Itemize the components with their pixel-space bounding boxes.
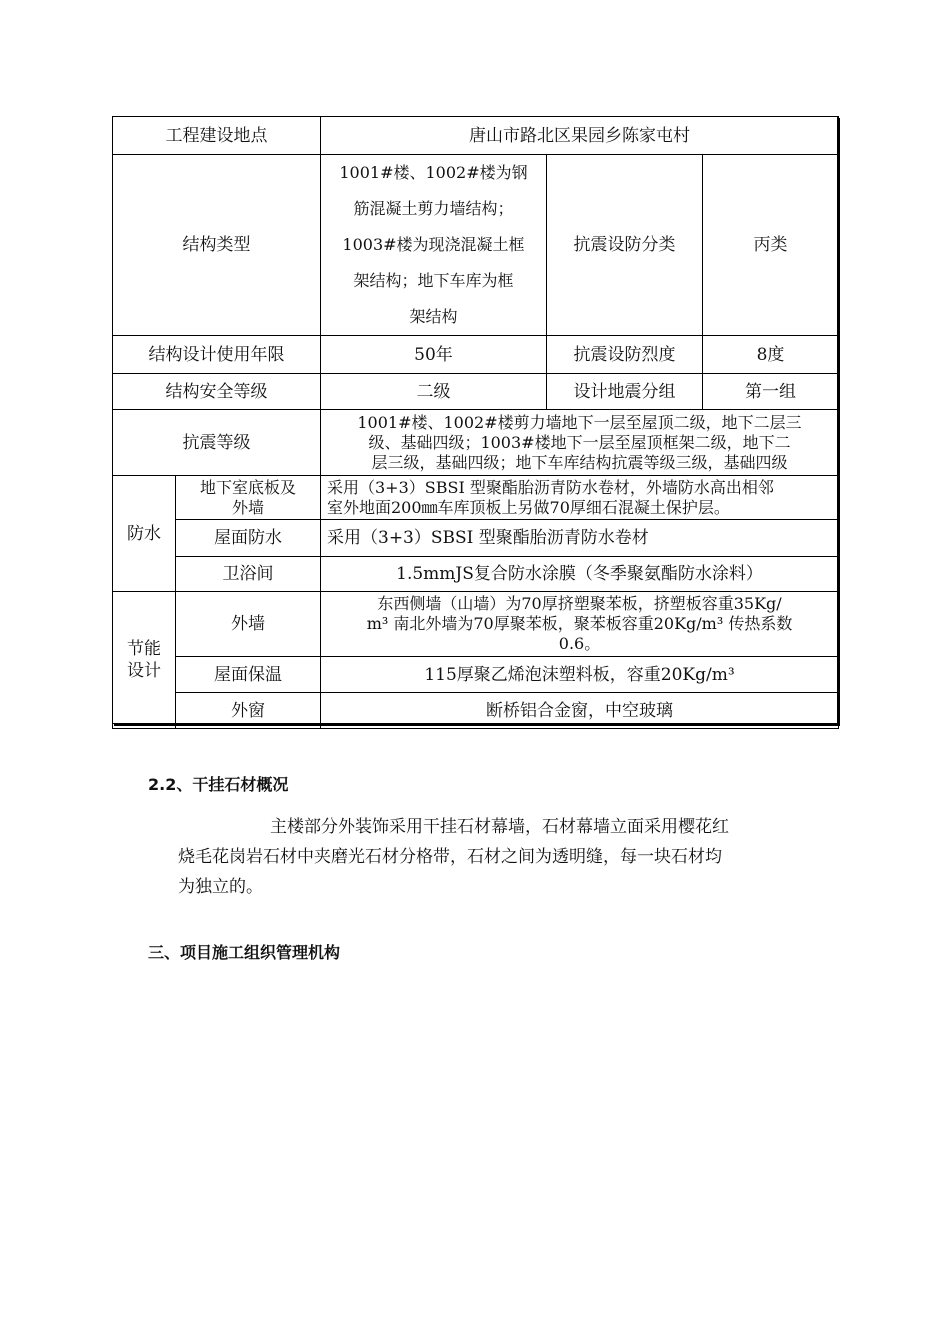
safety-level-label: 结构安全等级 (113, 374, 321, 410)
seismic-grade-line: 1001#楼、1002#楼剪力墙地下一层至屋顶二级，地下二层三 (357, 412, 802, 432)
bathroom-value: 1.5mmJS复合防水涂膜（冬季聚氨酯防水涂料） (321, 557, 839, 592)
roof-waterproof-label: 屋面防水 (176, 520, 321, 557)
seismic-grade-line: 层三级，基础四级；地下车库结构抗震等级三级，基础四级 (371, 452, 788, 472)
table-row (113, 155, 839, 336)
outer-wall-line: 东西侧墙（山墙）为70厚挤塑聚苯板，挤塑板容重35Kg/ (377, 594, 782, 613)
paragraph-line: 主楼部分外装饰采用干挂石材幕墙，石材幕墙立面采用樱花红 (270, 817, 729, 837)
outer-wall-line: m³ 南北外墙为70厚聚苯板，聚苯板容重20Kg/m³ 传热系数 (366, 614, 793, 633)
structure-type-line: 1001#楼、1002#楼为钢 (339, 163, 528, 182)
location-value: 唐山市路北区果园乡陈家屯村 (321, 117, 839, 155)
paragraph-line: 为独立的。 (178, 877, 263, 897)
seismic-category-label: 抗震设防分类 (547, 155, 703, 336)
safety-level-value: 二级 (321, 374, 547, 410)
section-3-heading: 三、项目施工组织管理机构 (148, 943, 341, 962)
table-row (113, 336, 839, 374)
seismic-grade-value (321, 410, 839, 476)
project-overview-table (112, 116, 839, 729)
bathroom-label: 卫浴间 (176, 557, 321, 592)
window-value: 断桥铝合金窗，中空玻璃 (321, 693, 839, 729)
roof-waterproof-value: 采用（3+3）SBSⅠ 型聚酯胎沥青防水卷材 (321, 520, 839, 557)
energy-label-line: 节能 (127, 639, 161, 659)
roof-insulation-label: 屋面保温 (176, 657, 321, 693)
basement-value (321, 476, 839, 520)
paragraph-line: 烧毛花岗岩石材中夹磨光石材分格带，石材之间为透明缝，每一块石材均 (178, 847, 722, 867)
design-life-value: 50年 (321, 336, 547, 374)
seismic-category-value: 丙类 (703, 155, 839, 336)
basement-label-line: 外墙 (231, 497, 264, 517)
roof-insulation-value: 115厚聚乙烯泡沫塑料板，容重20Kg/m³ (321, 657, 839, 693)
seismic-grade-line: 级、基础四级；1003#楼地下一层至屋顶框架二级，地下二 (368, 432, 791, 452)
structure-type-value (321, 155, 547, 336)
table-row (113, 592, 839, 657)
table-row (113, 117, 839, 155)
outer-wall-line: 0.6。 (558, 634, 601, 653)
seismic-grade-label: 抗震等级 (113, 410, 321, 476)
structure-type-line: 架结构 (409, 307, 458, 326)
table-row (113, 520, 839, 557)
table-row (113, 693, 839, 729)
waterproof-label: 防水 (113, 476, 176, 592)
window-label: 外窗 (176, 693, 321, 729)
table-row (113, 557, 839, 592)
outer-wall-value (321, 592, 839, 657)
location-label: 工程建设地点 (113, 117, 321, 155)
basement-label-line: 地下室底板及 (199, 477, 296, 497)
section-2-2-paragraph (178, 812, 818, 902)
design-life-label: 结构设计使用年限 (113, 336, 321, 374)
structure-type-label: 结构类型 (113, 155, 321, 336)
basement-value-line: 室外地面200㎜车库顶板上另做70厚细石混凝土保护层。 (327, 497, 730, 517)
basement-value-line: 采用（3+3）SBSⅠ 型聚酯胎沥青防水卷材，外墙防水高出相邻 (327, 477, 774, 497)
energy-design-label (113, 592, 176, 729)
section-2-2-heading: 2.2、干挂石材概况 (148, 775, 289, 794)
basement-label (176, 476, 321, 520)
structure-type-line: 架结构；地下车库为框 (353, 271, 514, 290)
seismic-group-value: 第一组 (703, 374, 839, 410)
table-row (113, 476, 839, 520)
seismic-intensity-value: 8度 (703, 336, 839, 374)
energy-label-line: 设计 (127, 661, 161, 681)
structure-type-line: 筋混凝土剪力墙结构； (353, 199, 514, 218)
table-row (113, 410, 839, 476)
outer-wall-label: 外墙 (176, 592, 321, 657)
structure-type-line: 1003#楼为现浇混凝土框 (342, 235, 525, 254)
table-row (113, 657, 839, 693)
table-row (113, 374, 839, 410)
project-overview-table-wrapper (112, 116, 838, 724)
seismic-intensity-label: 抗震设防烈度 (547, 336, 703, 374)
seismic-group-label: 设计地震分组 (547, 374, 703, 410)
